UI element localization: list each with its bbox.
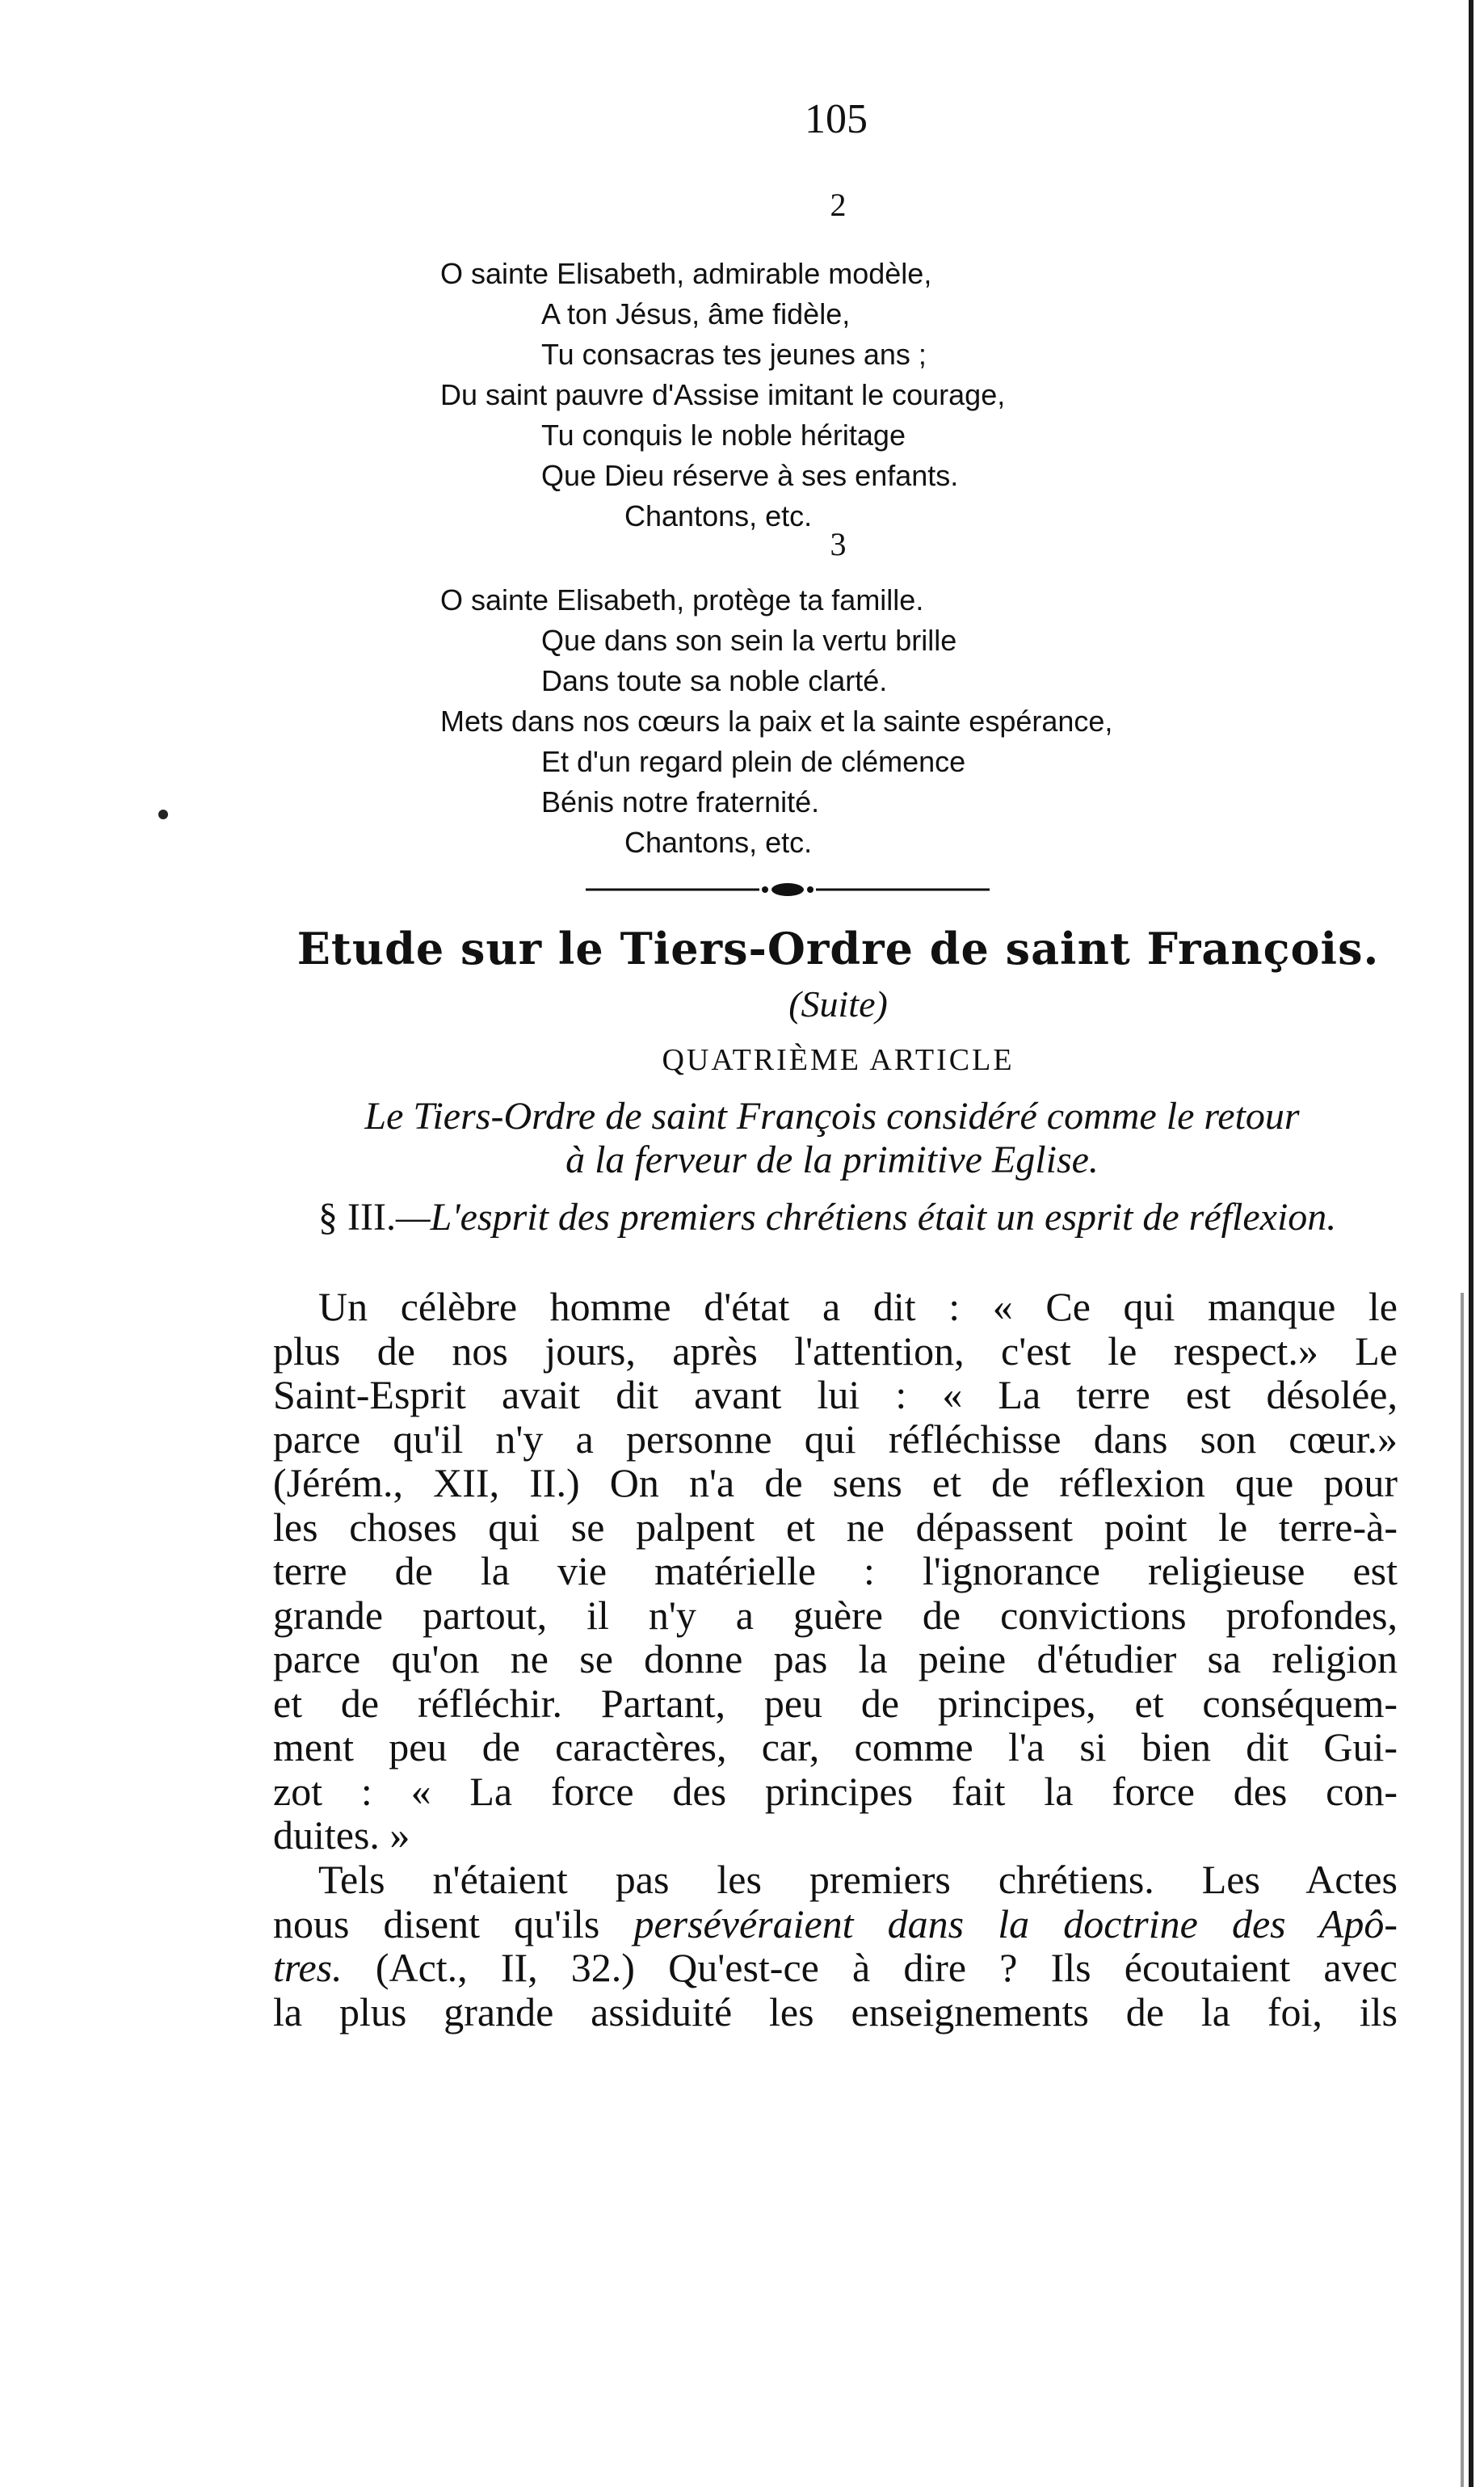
- text-line: parce qu'on ne se donne pas la peine d'étudier sa religion: [273, 1636, 1398, 1681]
- text-line: la plus grande assiduité les enseignements de la foi, ils: [273, 1988, 1398, 2035]
- verse-line: A ton Jésus, âme fidèle,: [541, 297, 851, 330]
- text-line: parce qu'il n'y a personne qui réfléchisse dans son cœur.»: [273, 1416, 1398, 1462]
- verse-refrain: Chantons, etc.: [624, 499, 813, 532]
- paragraph-1: [273, 1285, 1398, 1858]
- verse-line: Tu consacras tes jeunes ans ;: [541, 338, 927, 371]
- heading-line: à la ferveur de la primitive Eglise.: [565, 1138, 1099, 1181]
- section-title: —L'esprit des premiers chrétiens était un esprit de réflexion.: [395, 1196, 1337, 1239]
- text-line: Tels n'étaient pas les premiers chrétiens. Les Actes: [318, 1857, 1398, 1902]
- heading-line: Le Tiers-Ordre de saint François considéré comme le retour: [364, 1095, 1300, 1138]
- stanza-number: 2: [830, 187, 847, 223]
- text-line: ment peu de caractères, car, comme l'a si bien dit Gui-: [273, 1724, 1398, 1770]
- section-number: § III.: [318, 1196, 396, 1239]
- page-number: 105: [805, 96, 868, 142]
- verse-refrain: Chantons, etc.: [624, 826, 813, 859]
- text-line: (Jérém., XII, II.) On n'a de sens et de réflexion que pour: [273, 1460, 1398, 1505]
- verse-line: O sainte Elisabeth, protège ta famille.: [440, 583, 924, 616]
- article-heading: [267, 1095, 1398, 1182]
- ornamental-rule: [586, 882, 990, 898]
- text-fragment: (Act., II, 32.) Qu'est-ce à dire ? Ils écoutaient avec: [342, 1945, 1398, 1990]
- verse-line: Tu conquis le noble héritage: [541, 419, 906, 452]
- page-edge-shadow: [1469, 0, 1473, 2487]
- stanza-number: 3: [830, 526, 847, 562]
- text-fragment: nous disent qu'ils: [273, 1900, 634, 1946]
- verse-line: Mets dans nos cœurs la paix et la sainte espérance,: [440, 705, 1113, 738]
- verse-line: Que Dieu réserve à ses enfants.: [541, 459, 959, 492]
- ink-speck: [158, 810, 168, 819]
- page-edge-shadow-secondary: [1461, 1293, 1464, 2487]
- verse-line: Et d'un regard plein de clémence: [541, 745, 966, 778]
- text-line: terre de la vie matérielle : l'ignorance religieuse est: [273, 1548, 1398, 1593]
- verse-line: Dans toute sa noble clarté.: [541, 664, 888, 697]
- article-subtitle: (Suite): [788, 983, 888, 1025]
- article-title: Etude sur le Tiers-Ordre de saint François.: [296, 923, 1380, 974]
- section-heading: [273, 1196, 1398, 1239]
- text-line: les choses qui se palpent et ne dépassent point le terre-à-: [273, 1504, 1398, 1550]
- text-line: duites. »: [273, 1812, 410, 1858]
- text-fragment-italic: tres.: [273, 1945, 343, 1990]
- text-line: Saint-Esprit avait dit avant lui : « La terre est désolée,: [273, 1372, 1398, 1417]
- text-line: plus de nos jours, après l'attention, c'est le respect.» Le: [273, 1328, 1398, 1374]
- article-number: QUATRIÈME ARTICLE: [662, 1043, 1015, 1077]
- text-line: grande partout, il n'y a guère de convictions profondes,: [273, 1592, 1398, 1638]
- paragraph-2: [273, 1858, 1398, 2034]
- text-line: et de réfléchir. Partant, peu de principes, et conséquem-: [273, 1680, 1398, 1726]
- stanza-2: [440, 254, 1005, 537]
- text-line: [273, 1946, 1398, 1990]
- text-fragment-italic: persévéraient dans la doctrine des Apô-: [633, 1900, 1398, 1946]
- text-line: zot : « La force des principes fait la force des con-: [273, 1768, 1398, 1814]
- verse-line: Du saint pauvre d'Assise imitant le courage,: [440, 378, 1006, 411]
- text-line: [273, 1902, 1398, 1946]
- text-line: Un célèbre homme d'état a dit : « Ce qui manque le: [318, 1284, 1398, 1329]
- verse-line: Que dans son sein la vertu brille: [541, 624, 957, 657]
- verse-line: O sainte Elisabeth, admirable modèle,: [440, 257, 932, 290]
- stanza-3: [440, 580, 1112, 863]
- verse-line: Bénis notre fraternité.: [541, 785, 820, 818]
